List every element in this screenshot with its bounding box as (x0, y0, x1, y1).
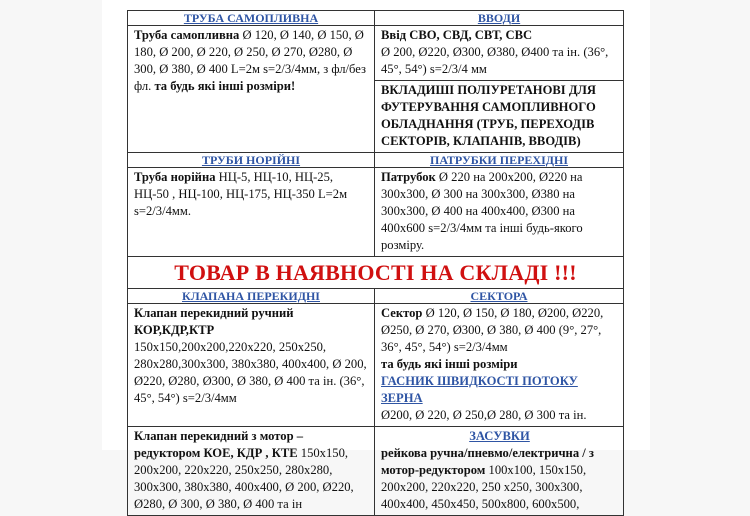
header-truba-samoplyvna: ТРУБА САМОПЛИВНА (128, 11, 375, 26)
truba-samoplyvna-body: Ø 120, Ø 140, Ø 150, Ø 180, Ø 200, Ø 220, Ø 250, Ø 270, Ø280, Ø 300, Ø 380, Ø 400 L=2м s=2/3/4мм, з фл/без фл. (134, 28, 366, 93)
gasnyk-title: ГАСНИК ШВИДКОСТІ ПОТОКУ ЗЕРНА (381, 374, 578, 405)
header-klapana: КЛАПАНА ПЕРЕКИДНІ (128, 289, 375, 304)
cell-zasuvky (375, 427, 624, 516)
cell-sektora (375, 304, 624, 427)
klapan-ruchnyi-lead: Клапан перекидний ручний КОР,КДР,КТР (134, 306, 294, 337)
cell-klapan-motor (128, 427, 375, 516)
sektor-tail: та будь які інші розміри (381, 357, 518, 371)
zasuvky-body: 100х100, 150х150, 200х200, 220х220, 250 х250, 300х300, 400х400, 450х450, 500х800, 600х500, (381, 463, 587, 511)
cell-patrubky (375, 168, 624, 257)
patrubky-lead: Патрубок (381, 170, 436, 184)
klapan-motor-lead: Клапан перекидний з мотор – редуктором КОЕ, КДР , КТЕ (134, 429, 304, 460)
cell-vkladyshi: ВКЛАДИШІ ПОЛІУРЕТАНОВІ ДЛЯ ФУТЕРУВАННЯ САМОПЛИВНОГО ОБЛАДНАННЯ (ТРУБ, ПЕРЕХОДІВ СЕКТОРІВ, КЛАПАНІВ, ВВОДІВ) (375, 81, 624, 153)
truby-noriyni-lead: Труба норійна (134, 170, 216, 184)
document-page (102, 0, 650, 511)
product-table (127, 10, 624, 516)
truby-noriyni-body: НЦ-5, НЦ-10, НЦ-25, НЦ-50 , НЦ-100, НЦ-175, НЦ-350 L=2м s=2/3/4мм. (134, 170, 348, 218)
patrubky-body: Ø 220 на 200х200, Ø220 на 300х300, Ø 300 на 300х300, Ø380 на 300х300, Ø 400 на 400х400, Ø300 на 400х600 s=2/3/4мм та інші будь-якого розміру. (381, 170, 583, 252)
header-truby-noriyni: ТРУБИ НОРІЙНІ (128, 153, 375, 168)
truba-samoplyvna-tail: та будь які інші розміри! (154, 79, 296, 93)
vvody-lead: Ввід СВО, СВД, СВТ, СВС (381, 28, 533, 42)
header-vvody: ВВОДИ (375, 11, 624, 26)
sektor-lead: Сектор (381, 306, 423, 320)
sektor-body: Ø 120, Ø 150, Ø 180, Ø200, Ø220, Ø250, Ø 270, Ø300, Ø 380, Ø 400 (9°, 27°, 36°, 45°, 54°) s=2/3/4мм (381, 306, 604, 354)
cell-klapan-ruchnyi (128, 304, 375, 427)
zasuvky-lead: рейкова ручна/пневмо/електрична / з мотор-редуктором (381, 446, 594, 477)
cell-truba-samoplyvna (128, 26, 375, 153)
truba-samoplyvna-lead: Труба самопливна (134, 28, 240, 42)
cell-vvody (375, 26, 624, 81)
header-zasuvky: ЗАСУВКИ (469, 429, 530, 443)
gasnyk-body: Ø200, Ø 220, Ø 250,Ø 280, Ø 300 та ін. (381, 408, 587, 422)
cell-truby-noriyni (128, 168, 375, 257)
klapan-ruchnyi-body: 150х150,200х200,220х220, 250х250, 280х280,300х300, 380х380, 400х400, Ø 200, Ø220, Ø280, Ø300, Ø 380, Ø 400 та ін. (36°, 45°, 54°) s=2/3/4мм (134, 340, 367, 405)
header-patrubky: ПАТРУБКИ ПЕРЕХІДНІ (375, 153, 624, 168)
vvody-body: Ø 200, Ø220, Ø300, Ø380, Ø400 та ін. (36°, 45°, 54°) s=2/3/4 мм (381, 45, 609, 76)
klapan-motor-body: 150х150, 200х200, 220х220, 250х250, 280х280, 300х300, 380х380, 400х400, Ø 200, Ø220, Ø280, Ø 300, Ø 380, Ø 400 та ін (134, 446, 354, 511)
header-sektora: СЕКТОРА (375, 289, 624, 304)
stock-banner: ТОВАР В НАЯВНОСТІ НА СКЛАДІ !!! (128, 257, 624, 289)
